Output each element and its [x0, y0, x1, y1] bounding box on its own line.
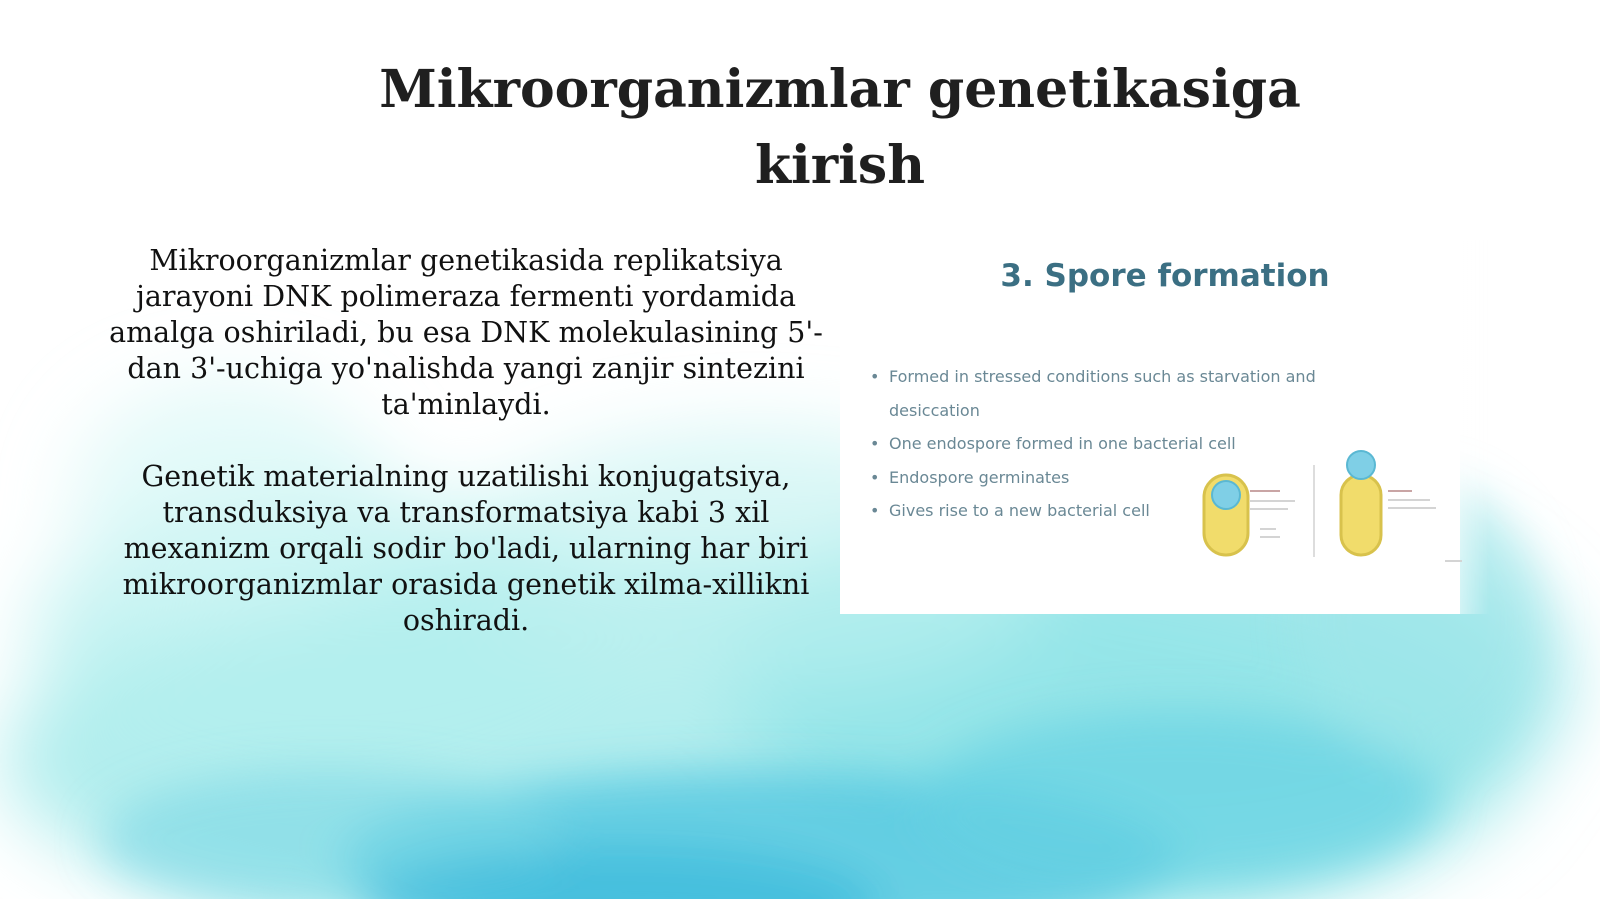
spore-formation-image [840, 240, 1460, 614]
paragraph-replication: Mikroorganizmlar genetikasida replikatsiya jarayoni DNK polimeraza fermenti yordamida amalga oshiriladi, bu esa DNK molekulasining 5'-dan 3'-uchiga yo'nalishda yangi zanjir sintezini ta'minlaydi. [109, 244, 823, 421]
image-bullet-text: One endospore formed in one bacterial cell [889, 434, 1236, 453]
paragraph-gene-transfer: Genetik materialning uzatilishi konjugatsiya, transduksiya va transformatsiya kabi 3 xil mexanizm orqali sodir bo'ladi, ularning har biri mikroorganizmlar orasida genetik xilma-xillikni oshiradi. [122, 460, 810, 637]
endospore-diagram [1200, 445, 1470, 575]
cell-with-endospore-illustration [1204, 475, 1295, 555]
image-bullet-text: Gives rise to a new bacterial cell [889, 501, 1150, 520]
image-bullet-text: Endospore germinates [889, 467, 1070, 487]
germinating-cell-illustration [1341, 451, 1462, 561]
bullet-marker: • [870, 467, 880, 487]
bullet-marker: • [870, 501, 880, 520]
image-bullet [870, 360, 1359, 427]
image-title: 3. Spore formation [1000, 258, 1330, 294]
bullet-marker: • [870, 434, 880, 453]
slide-title: Mikroorganizmlar genetikasiga kirish [379, 59, 1301, 196]
body-text [108, 243, 824, 675]
image-bullet-text: Formed in stressed conditions such as starvation and desiccation [889, 367, 1316, 420]
bullet-marker: • [870, 367, 880, 386]
